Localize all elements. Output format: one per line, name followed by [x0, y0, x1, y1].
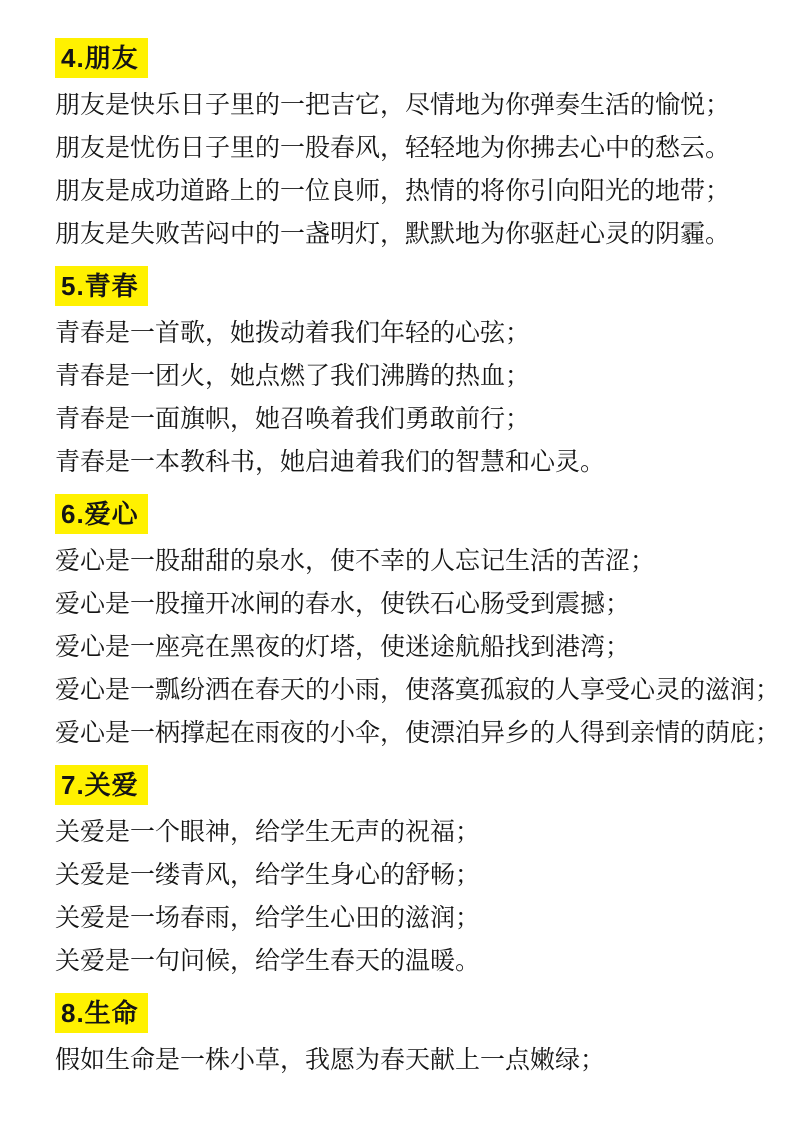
body-line: 青春是一团火，她点燃了我们沸腾的热血；	[55, 362, 531, 390]
body-line: 爱心是一股撞开冰闸的春水，使铁石心肠受到震撼；	[55, 590, 631, 618]
section-care	[55, 765, 773, 983]
body-line: 关爱是一个眼神，给学生无声的祝福；	[55, 818, 481, 846]
body-line: 关爱是一场春雨，给学生心田的滋润；	[55, 904, 481, 932]
body-line: 爱心是一座亮在黑夜的灯塔，使迷途航船找到港湾；	[55, 633, 631, 661]
body-line: 青春是一本教科书，她启迪着我们的智慧和心灵。	[55, 448, 606, 476]
body-line: 爱心是一瓢纷洒在春天的小雨，使落寞孤寂的人享受心灵的滋润；	[55, 676, 781, 704]
body-line: 朋友是忧伤日子里的一股春风，轻轻地为你拂去心中的愁云。	[55, 134, 731, 162]
body-line: 青春是一面旗帜，她召唤着我们勇敢前行；	[55, 405, 531, 433]
body-line: 爱心是一柄撑起在雨夜的小伞，使漂泊异乡的人得到亲情的荫庇；	[55, 719, 781, 747]
section-heading: 6.爱心	[55, 494, 148, 534]
body-line: 爱心是一股甜甜的泉水，使不幸的人忘记生活的苦涩；	[55, 547, 656, 575]
body-line: 朋友是成功道路上的一位良师，热情的将你引向阳光的地带；	[55, 177, 731, 205]
section-heading: 7.关爱	[55, 765, 148, 805]
body-line: 朋友是失败苦闷中的一盏明灯，默默地为你驱赶心灵的阴霾。	[55, 220, 731, 248]
section-heading: 5.青春	[55, 266, 148, 306]
body-line: 关爱是一句问候，给学生春天的温暖。	[55, 947, 481, 975]
body-line: 关爱是一缕青风，给学生身心的舒畅；	[55, 861, 481, 889]
body-line: 青春是一首歌，她拨动着我们年轻的心弦；	[55, 319, 531, 347]
body-line: 朋友是快乐日子里的一把吉它，尽情地为你弹奏生活的愉悦；	[55, 91, 731, 119]
section-heading: 8.生命	[55, 993, 148, 1033]
section-youth	[55, 266, 773, 484]
section-heading: 4.朋友	[55, 38, 148, 78]
section-life	[55, 993, 773, 1082]
section-friend	[55, 38, 773, 256]
section-love	[55, 494, 781, 755]
body-line: 假如生命是一株小草，我愿为春天献上一点嫩绿；	[55, 1046, 606, 1074]
